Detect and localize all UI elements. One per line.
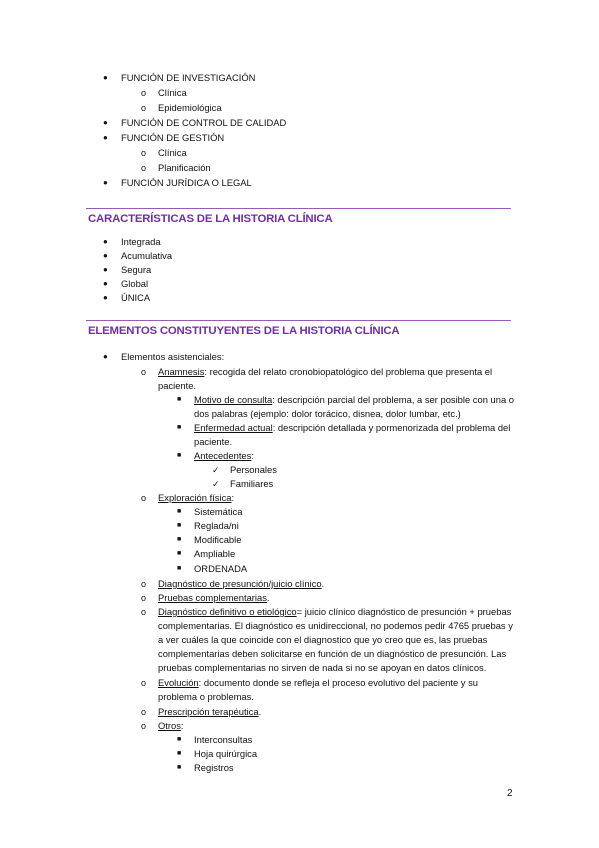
list-item: Modificable: [194, 534, 242, 545]
definition: : recogida del relato cronobiopatológico del problema que presenta el: [204, 366, 493, 377]
section-divider: [86, 320, 511, 321]
text-line: paciente.: [158, 380, 197, 391]
list-item: Elementos asistenciales:: [121, 351, 225, 362]
bullet-icon: ●: [103, 352, 108, 361]
list-item-text: [158, 492, 234, 504]
circle-bullet-icon: o: [141, 707, 147, 717]
list-item: Reglada/ni: [194, 520, 239, 531]
square-bullet-icon: ■: [177, 452, 182, 459]
square-bullet-icon: ■: [177, 508, 182, 515]
definition: : descripción detallada y pormenorizada del problema del: [272, 422, 511, 433]
bullet-icon: ●: [103, 265, 108, 274]
term: Otros: [158, 720, 181, 731]
circle-bullet-icon: o: [141, 88, 147, 98]
square-bullet-icon: ■: [177, 750, 182, 757]
list-item: Sistemática: [194, 506, 243, 517]
section-heading: CARACTERÍSTICAS DE LA HISTORIA CLÍNICA: [88, 213, 333, 225]
bullet-icon: ●: [103, 237, 108, 246]
text-line: dos palabras (ejemplo: dolor torácico, disnea, dolor lumbar, etc.): [194, 408, 461, 419]
definition: = juicio clínico diagnóstico de presunción + pruebas: [296, 606, 512, 617]
circle-bullet-icon: o: [141, 607, 147, 617]
square-bullet-icon: ■: [177, 764, 182, 771]
definition: : documento donde se refleja el proceso evolutivo del paciente y su: [198, 677, 478, 688]
list-item-text: [194, 422, 510, 434]
circle-bullet-icon: o: [141, 593, 147, 603]
punctuation: .: [321, 578, 325, 589]
text-line: complementarias. El diagnóstico es unidireccional, no podemos pedir 4765 pruebas y: [158, 620, 513, 631]
circle-bullet-icon: o: [141, 678, 147, 688]
bullet-icon: ●: [103, 293, 108, 302]
list-item: FUNCIÓN DE CONTROL DE CALIDAD: [121, 117, 287, 128]
list-item-text: [158, 606, 511, 618]
punctuation: .: [266, 592, 270, 603]
term: Motivo de consulta: [194, 394, 273, 405]
square-bullet-icon: ■: [177, 522, 182, 529]
term: Enfermedad actual: [194, 422, 273, 433]
list-item-text: [158, 677, 478, 689]
term: Evolución: [158, 677, 199, 688]
list-item-text: [158, 578, 324, 590]
circle-bullet-icon: o: [141, 163, 147, 173]
term: Pruebas complementarias: [158, 592, 267, 603]
list-item-text: [158, 592, 270, 604]
circle-bullet-icon: o: [141, 367, 147, 377]
punctuation: :: [251, 450, 254, 461]
text-line: paciente.: [194, 436, 233, 447]
square-bullet-icon: ■: [177, 396, 182, 403]
text-line: problema o problemas.: [158, 691, 254, 702]
list-item: Epidemiológica: [158, 102, 222, 113]
list-item: Registros: [194, 762, 234, 773]
bullet-icon: ●: [103, 133, 108, 142]
punctuation: .: [258, 706, 262, 717]
square-bullet-icon: ■: [177, 550, 182, 557]
list-item-text: [194, 450, 254, 462]
section-heading: ELEMENTOS CONSTITUYENTES DE LA HISTORIA CLÍNICA: [88, 325, 400, 337]
square-bullet-icon: ■: [177, 736, 182, 743]
list-item: Familiares: [230, 478, 274, 489]
list-item: Ampliable: [194, 548, 236, 559]
bullet-icon: ●: [103, 251, 108, 260]
list-item: Personales: [230, 464, 277, 475]
list-item: ÚNICA: [121, 292, 151, 303]
list-item: Hoja quirúrgica: [194, 748, 258, 759]
section-divider: [86, 208, 511, 209]
list-item-text: [158, 720, 184, 732]
punctuation: :: [180, 720, 184, 731]
term: Anamnesis: [158, 366, 205, 377]
list-item: Clínica: [158, 147, 187, 158]
list-item: Integrada: [121, 236, 161, 247]
definition: : descripción parcial del problema, a ser posible con una o: [272, 394, 514, 405]
circle-bullet-icon: o: [141, 493, 147, 503]
list-item: Global: [121, 278, 149, 289]
list-item: FUNCIÓN JURÍDICA O LEGAL: [121, 177, 252, 188]
circle-bullet-icon: o: [141, 103, 147, 113]
checkmark-icon: ✓: [212, 479, 220, 489]
list-item: FUNCIÓN DE GESTIÓN: [121, 132, 225, 143]
list-item-text: [194, 394, 514, 406]
term: Antecedentes: [194, 450, 252, 461]
square-bullet-icon: ■: [177, 536, 182, 543]
term: Diagnóstico de presunción/juicio clínico: [158, 578, 322, 589]
circle-bullet-icon: o: [141, 148, 147, 158]
bullet-icon: ●: [103, 118, 108, 127]
bullet-icon: ●: [103, 73, 108, 82]
text-line: a ver cuáles la que coincide con el diagnostico que yo creo que es, las pruebas: [158, 634, 488, 645]
square-bullet-icon: ■: [177, 424, 182, 431]
list-item: Planificación: [158, 162, 211, 173]
list-item: ORDENADA: [194, 563, 248, 574]
text-line: pruebas complementarias no sirven de nada si no se apoyan en datos clínicos.: [158, 662, 487, 673]
term: Prescripción terapéutica: [158, 706, 259, 717]
list-item: Segura: [121, 264, 152, 275]
term: Diagnóstico definitivo o etiológico: [158, 606, 297, 617]
circle-bullet-icon: o: [141, 721, 147, 731]
term: Exploración física: [158, 492, 232, 503]
list-item: Acumulativa: [121, 250, 173, 261]
punctuation: :: [231, 492, 235, 503]
square-bullet-icon: ■: [177, 565, 182, 572]
list-item: FUNCIÓN DE INVESTIGACIÓN: [121, 72, 256, 83]
circle-bullet-icon: o: [141, 579, 147, 589]
bullet-icon: ●: [103, 279, 108, 288]
bullet-icon: ●: [103, 178, 108, 187]
checkmark-icon: ✓: [212, 465, 220, 475]
list-item: Clínica: [158, 87, 187, 98]
list-item-text: [158, 706, 261, 718]
text-line: complementarias deben solicitarse en función de un diagnóstico de presunción. Las: [158, 648, 507, 659]
list-item: Interconsultas: [194, 734, 253, 745]
page-number: 2: [507, 788, 513, 799]
list-item-text: [158, 366, 492, 378]
